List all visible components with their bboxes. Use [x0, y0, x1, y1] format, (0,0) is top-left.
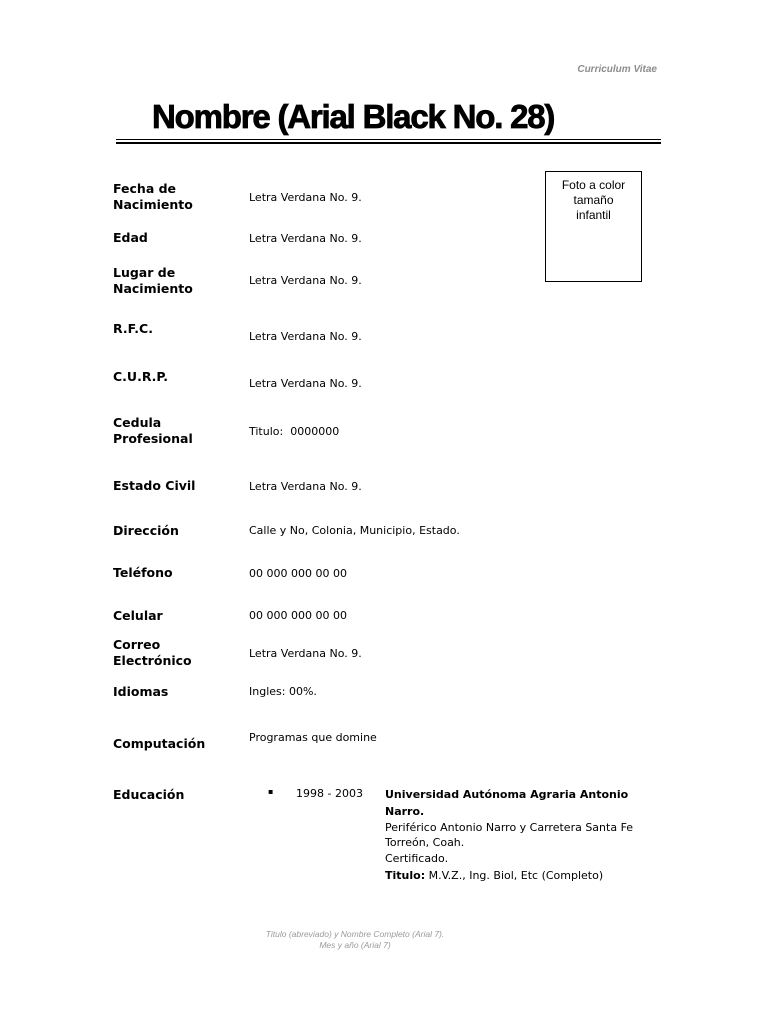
document-header-tag: Curriculum Vitae — [577, 64, 657, 75]
value-correo-electronico: Letra Verdana No. 9. — [249, 647, 362, 660]
label-rfc: R.F.C. — [113, 321, 153, 336]
label-direccion: Dirección — [113, 523, 179, 538]
title-rule-thick — [116, 142, 661, 144]
title-rule-thin — [116, 139, 661, 140]
footer-note — [230, 929, 480, 951]
value-curp: Letra Verdana No. 9. — [249, 377, 362, 390]
value-celular: 00 000 000 00 00 — [249, 609, 347, 622]
label-line: Profesional — [113, 431, 193, 446]
label-celular: Celular — [113, 608, 163, 623]
university-address-line1: Periférico Antonio Narro y Carretera Santa Fe — [385, 821, 634, 834]
value-fecha-nacimiento: Letra Verdana No. 9. — [249, 191, 362, 204]
value-cedula-profesional: Titulo: 0000000 — [249, 425, 340, 438]
photo-text-line3: infantil — [576, 208, 611, 222]
label-line: Cedula — [113, 415, 162, 430]
education-entry — [385, 786, 645, 884]
footer-line1: Titulo (abreviado) y Nombre Completo (Arial 7). — [265, 929, 445, 939]
label-line: Nacimiento — [113, 281, 193, 296]
photo-placeholder — [545, 171, 642, 282]
label-fecha-nacimiento — [113, 181, 233, 213]
label-correo-electronico — [113, 637, 233, 669]
label-lugar-nacimiento — [113, 265, 233, 297]
label-line: Nacimiento — [113, 197, 193, 212]
certificate-text: Certificado. — [385, 852, 449, 865]
titulo-value: M.V.Z., Ing. Biol, Etc (Completo) — [425, 869, 604, 882]
titulo-line — [385, 867, 645, 884]
value-estado-civil: Letra Verdana No. 9. — [249, 480, 362, 493]
value-rfc: Letra Verdana No. 9. — [249, 330, 362, 343]
label-cedula-profesional — [113, 415, 233, 447]
label-computacion: Computación — [113, 736, 206, 751]
photo-text-line2: tamaño — [573, 193, 614, 207]
label-educacion: Educación — [113, 787, 185, 802]
photo-text-line1: Foto a color — [561, 178, 626, 192]
label-edad: Edad — [113, 230, 148, 245]
value-direccion: Calle y No, Colonia, Municipio, Estado. — [249, 524, 460, 537]
page-title: Nombre (Arial Black No. 28) — [152, 98, 555, 135]
label-curp: C.U.R.P. — [113, 369, 169, 384]
label-line: Fecha de — [113, 181, 177, 196]
value-idiomas: Ingles: 00%. — [249, 685, 317, 698]
value-computacion: Programas que domine — [249, 731, 377, 744]
university-name-line1: Universidad Autónoma Agraria Antonio — [385, 788, 629, 801]
university-name-line2: Narro. — [385, 805, 425, 818]
label-line: Lugar de — [113, 265, 176, 280]
label-estado-civil: Estado Civil — [113, 478, 196, 493]
value-lugar-nacimiento: Letra Verdana No. 9. — [249, 274, 362, 287]
label-line: Correo — [113, 637, 161, 652]
titulo-label: Titulo: — [385, 869, 426, 882]
education-years: 1998 - 2003 — [296, 787, 363, 800]
value-telefono: 00 000 000 00 00 — [249, 567, 347, 580]
footer-line2: Mes y año (Arial 7) — [319, 940, 391, 950]
university-address-line2: Torreón, Coah. — [385, 836, 465, 849]
label-line: Electrónico — [113, 653, 192, 668]
label-telefono: Teléfono — [113, 565, 173, 580]
label-idiomas: Idiomas — [113, 684, 169, 699]
bullet-icon: ▪ — [268, 787, 274, 796]
value-edad: Letra Verdana No. 9. — [249, 232, 362, 245]
